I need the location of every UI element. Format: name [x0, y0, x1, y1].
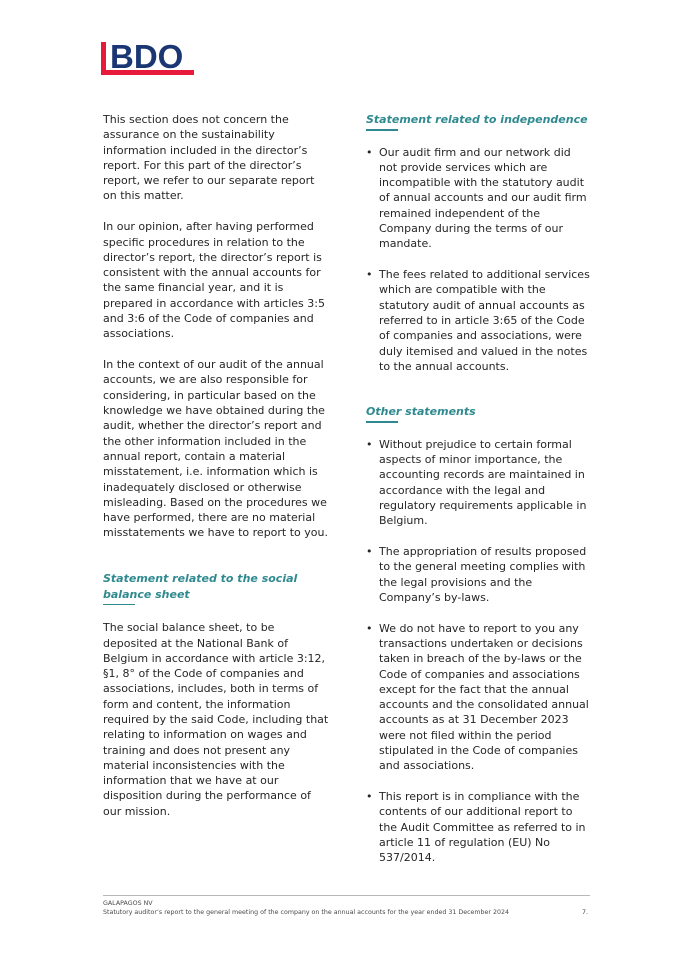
heading-underline [366, 421, 398, 423]
logo-text: BDO [110, 40, 184, 75]
right-column [366, 112, 592, 866]
list-item: • This report is in compliance with the contents of our additional report to the Audit Committee as referred to in article 11 of regulation (EU) No 537/2014. [366, 789, 592, 865]
paragraph-other-information: In the context of our audit of the annual accounts, we are also responsible for considering, in particular based on the knowledge we have obtained during the audit, whether the director’s report and the other information included in the annual report, contain a material misstatement, i.e. information which is inadequately disclosed or otherwise misleading. Based on the procedures we have performed, there are no material misstatements we have to report to you. [103, 358, 328, 540]
bdo-logo [101, 40, 194, 76]
social-balance-text: The social balance sheet, to be deposited at the National Bank of Belgium in accordance with article 3:12, §1, 8° of the Code of companies and associations, includes, both in terms of form and content, the information required by the said Code, including that relating to information on wages and training and does not present any material inconsistencies with the information that we have at our disposition during the performance of our mission. [103, 621, 329, 818]
list-item: • The fees related to additional services which are compatible with the statutory audit of annual accounts as referred to in article 3:65 of the Code of companies and associations, were duly itemised and valued in the notes to the annual accounts. [366, 267, 592, 374]
left-column [103, 112, 331, 819]
list-item: • The appropriation of results proposed to the general meeting complies with the legal provisions and the Company’s by-laws. [366, 544, 592, 605]
independence-heading: Statement related to independence [366, 113, 588, 126]
social-balance-heading: Statement related to the social balance sheet [103, 571, 298, 601]
list-item: • Without prejudice to certain formal aspects of minor importance, the accounting records are maintained in accordance with the legal and regulatory requirements applicable in Belgium. [366, 437, 592, 529]
footer-divider [103, 895, 590, 896]
footer-description: Statutory auditor’s report to the general meeting of the company on the annual accounts for the year ended 31 December 2024 [103, 909, 510, 916]
list-item: • We do not have to report to you any transactions undertaken or decisions taken in breach of the by-laws or the Code of companies and associations except for the fact that the annual accounts and the consolidated annual accounts as at 31 December 2023 were not filed within the period stipulated in the Code of companies and associations. [366, 621, 592, 774]
footer-company: GALAPAGOS NV [103, 900, 153, 907]
independence-section [366, 112, 592, 374]
social-balance-section [103, 571, 331, 819]
paragraph-directors-report-opinion: In our opinion, after having performed specific procedures in relation to the director’s report, the director’s report is consistent with the annual accounts for the same financial year, and it is prepared in accordance with articles 3:5 and 3:6 of the Code of companies and associations. [103, 220, 325, 341]
page-number: 7. [581, 909, 588, 916]
other-statements-list [366, 437, 592, 866]
list-item: • Our audit firm and our network did not provide services which are incompatible with the statutory audit of annual accounts and our audit firm remained independent of the Company during the terms of our mandate. [366, 145, 592, 252]
other-statements-heading: Other statements [366, 405, 476, 419]
page-footer [103, 899, 590, 917]
independence-list [366, 145, 592, 375]
heading-underline [103, 604, 135, 606]
other-statements-section [366, 404, 592, 865]
heading-underline [366, 129, 398, 131]
paragraph-sustainability-note: This section does not concern the assurance on the sustainability information included in the director’s report. For this part of the director’s report, we refer to our separate report on this matter. [103, 113, 315, 203]
